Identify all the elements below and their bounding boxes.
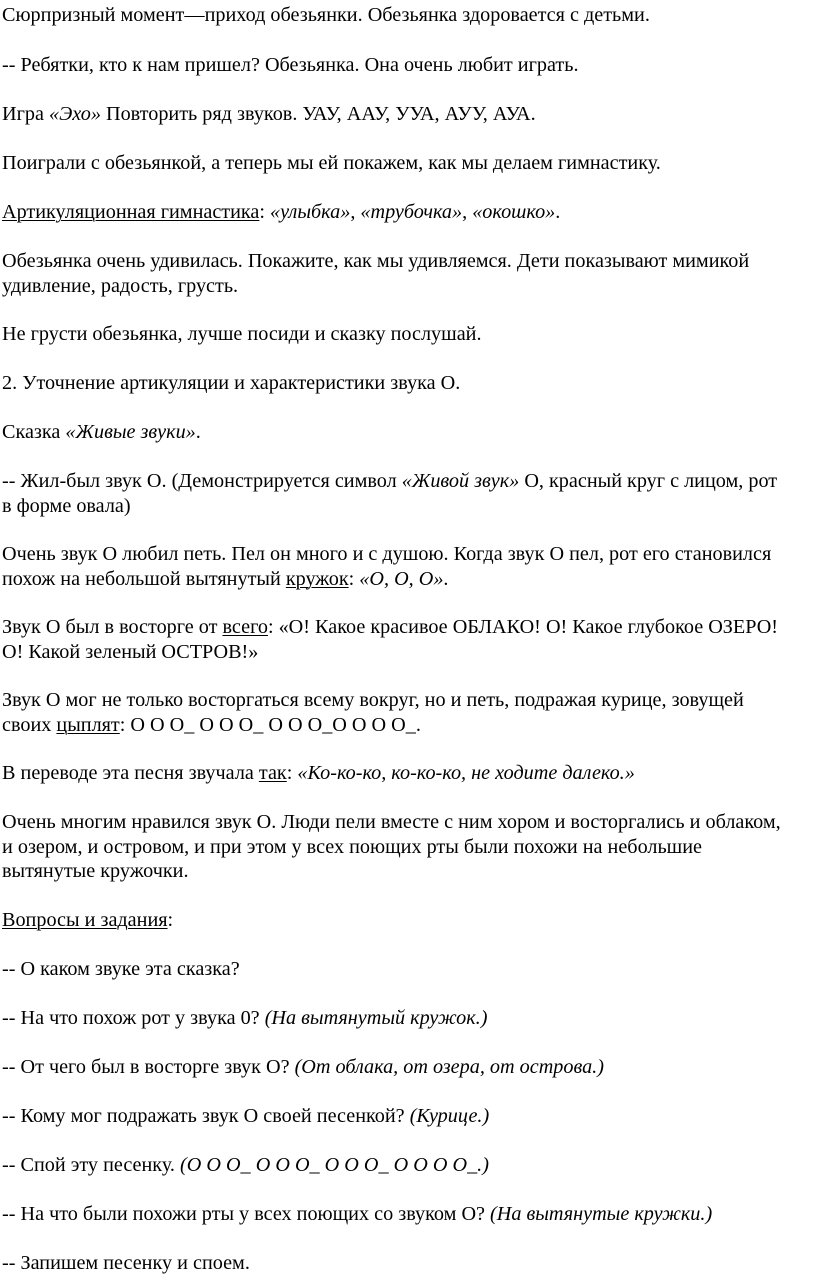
text-line — [2, 567, 771, 592]
text-run: . — [195, 421, 201, 443]
paragraph-fairy-tale-title — [2, 420, 201, 445]
text-run: . — [555, 201, 561, 223]
question-text: -- На что были похожи рты у всех поющих со звуком О? — [2, 1203, 491, 1225]
text-line — [2, 615, 778, 640]
paragraph-sound-o-intro — [2, 469, 777, 518]
section-heading: Артикуляционная гимнастика — [2, 201, 260, 223]
text-line — [2, 713, 744, 738]
question-item — [2, 1006, 487, 1031]
paragraph-echo-game — [2, 102, 536, 127]
text-run: Звук О был в восторге от — [2, 616, 223, 638]
paragraph-text: Сюрпризный момент—приход обезьянки. Обезьянка здоровается с детьми. — [2, 4, 650, 26]
paragraph-text: Не грусти обезьянка, лучше посиди и сказку послушай. — [2, 323, 482, 345]
paragraph-monkey-surprised — [2, 249, 749, 298]
text-run: Сказка — [2, 421, 66, 443]
question-item — [2, 1055, 604, 1080]
text-run: . — [443, 567, 449, 590]
symbol-name: «Живой звук» — [401, 470, 520, 492]
text-run: своих — [2, 713, 57, 736]
question-text: -- От чего был в восторге звук О? — [2, 1056, 295, 1078]
text-line: Обезьянка очень удивилась. Покажите, как мы удивляемся. Дети показывают мимикой — [2, 250, 750, 272]
paragraph-questions-heading — [2, 908, 173, 933]
exercise-name: «улыбка» — [270, 201, 351, 223]
question-item — [2, 1104, 489, 1129]
section-heading: Вопросы и задания — [2, 909, 168, 931]
question-text: -- Запишем песенку и споем. — [2, 1252, 250, 1274]
paragraph-sound-o-singing — [2, 542, 771, 591]
text-line: Звук О мог не только восторгаться всему вокруг, но и петь, подражая курице, зовущей — [2, 689, 744, 711]
underlined-word: цыплят — [56, 713, 120, 736]
text-run: -- Жил-был звук О. (Демонстрируется символ — [2, 470, 402, 492]
question-item — [2, 1202, 712, 1227]
exercise-name: «окошко» — [472, 201, 556, 223]
paragraph-who-came — [2, 53, 579, 78]
answer-text: (О О О_ О О О_ О О О_ О О О О_.) — [180, 1154, 489, 1176]
paragraph-people-sang — [2, 810, 781, 884]
text-line — [2, 469, 777, 494]
text-run: , — [462, 201, 473, 223]
underlined-word: всего — [222, 616, 268, 638]
text-run: : «О! Какое красивое ОБЛАКО! О! Какое глубокое ОЗЕРО! — [267, 616, 779, 638]
paragraph-sound-o-hen — [2, 688, 744, 737]
text-run: : О О О_ О О О_ О О О_О О О О_. — [119, 713, 421, 736]
question-text: -- На что похож рот у звука 0? — [2, 1007, 265, 1029]
question-item — [2, 1251, 250, 1276]
paragraph-text: -- Ребятки, кто к нам пришел? Обезьянка. Она очень любит играть. — [2, 54, 579, 76]
text-run: О, красный круг с лицом, рот — [519, 470, 778, 492]
text-line: и озером, и островом, и при этом у всех поющих рты были похожи на небольшие — [2, 835, 702, 858]
paragraph-surprise-moment — [2, 3, 650, 28]
paragraph-text: 2. Уточнение артикуляции и характеристики звука О. — [2, 372, 461, 394]
song-lyrics: «Ко-ко-ко, ко-ко-ко, не ходите далеко.» — [297, 762, 635, 784]
answer-text: (На вытянутые кружки.) — [490, 1203, 713, 1225]
underlined-word: кружок — [285, 567, 349, 590]
text-run: В переводе эта песня звучала — [2, 762, 259, 784]
question-text: -- Спой эту песенку. — [2, 1154, 180, 1176]
paragraph-song-translation — [2, 761, 635, 786]
answer-text: (От облака, от озера, от острова.) — [294, 1056, 604, 1078]
paragraph-gymnastics-intro — [2, 151, 661, 176]
text-line: вытянутые кружочки. — [2, 860, 189, 882]
text-run: : — [348, 567, 360, 590]
underlined-word: так — [258, 762, 287, 784]
text-run: похож на небольшой вытянутый — [2, 567, 286, 590]
text-run: : — [286, 762, 298, 784]
question-text: -- О каком звуке эта сказка? — [2, 958, 240, 980]
tale-title: «Живые звуки» — [65, 421, 196, 443]
question-text: -- Кому мог подражать звук О своей песенкой? — [2, 1105, 410, 1127]
question-item — [2, 957, 240, 982]
paragraph-sound-o-delight — [2, 615, 778, 664]
text-run: : — [167, 909, 174, 931]
paragraph-fairy-tale-invite — [2, 322, 482, 347]
game-title: «Эхо» — [48, 103, 101, 125]
question-item — [2, 1153, 489, 1178]
text-line: Очень звук О любил петь. Пел он много и с душою. Когда звук О пел, рот его становился — [2, 543, 772, 565]
paragraph-articulation-gymnastics — [2, 200, 560, 225]
text-line: О! Какой зеленый ОСТРОВ!» — [2, 640, 259, 663]
paragraph-section-2 — [2, 371, 460, 396]
text-line: удивление, радость, грусть. — [2, 274, 239, 297]
text-run: Игра — [2, 103, 49, 125]
text-run: : — [259, 201, 271, 223]
answer-text: (На вытянутый кружок.) — [264, 1007, 488, 1029]
text-run: Повторить ряд звуков. УАУ, ААУ, УУА, АУУ, АУА. — [100, 103, 536, 125]
text-run: , — [350, 201, 361, 223]
paragraph-text: Поиграли с обезьянкой, а теперь мы ей покажем, как мы делаем гимнастику. — [2, 152, 661, 174]
text-line: в форме овала) — [2, 494, 131, 517]
answer-text: (Курице.) — [409, 1105, 490, 1127]
exercise-name: «трубочка» — [360, 201, 463, 223]
text-line: Очень многим нравился звук О. Люди пели вместе с ним хором и восторгались и облаком, — [2, 811, 781, 833]
sung-sounds: «О, О, О» — [359, 567, 444, 590]
